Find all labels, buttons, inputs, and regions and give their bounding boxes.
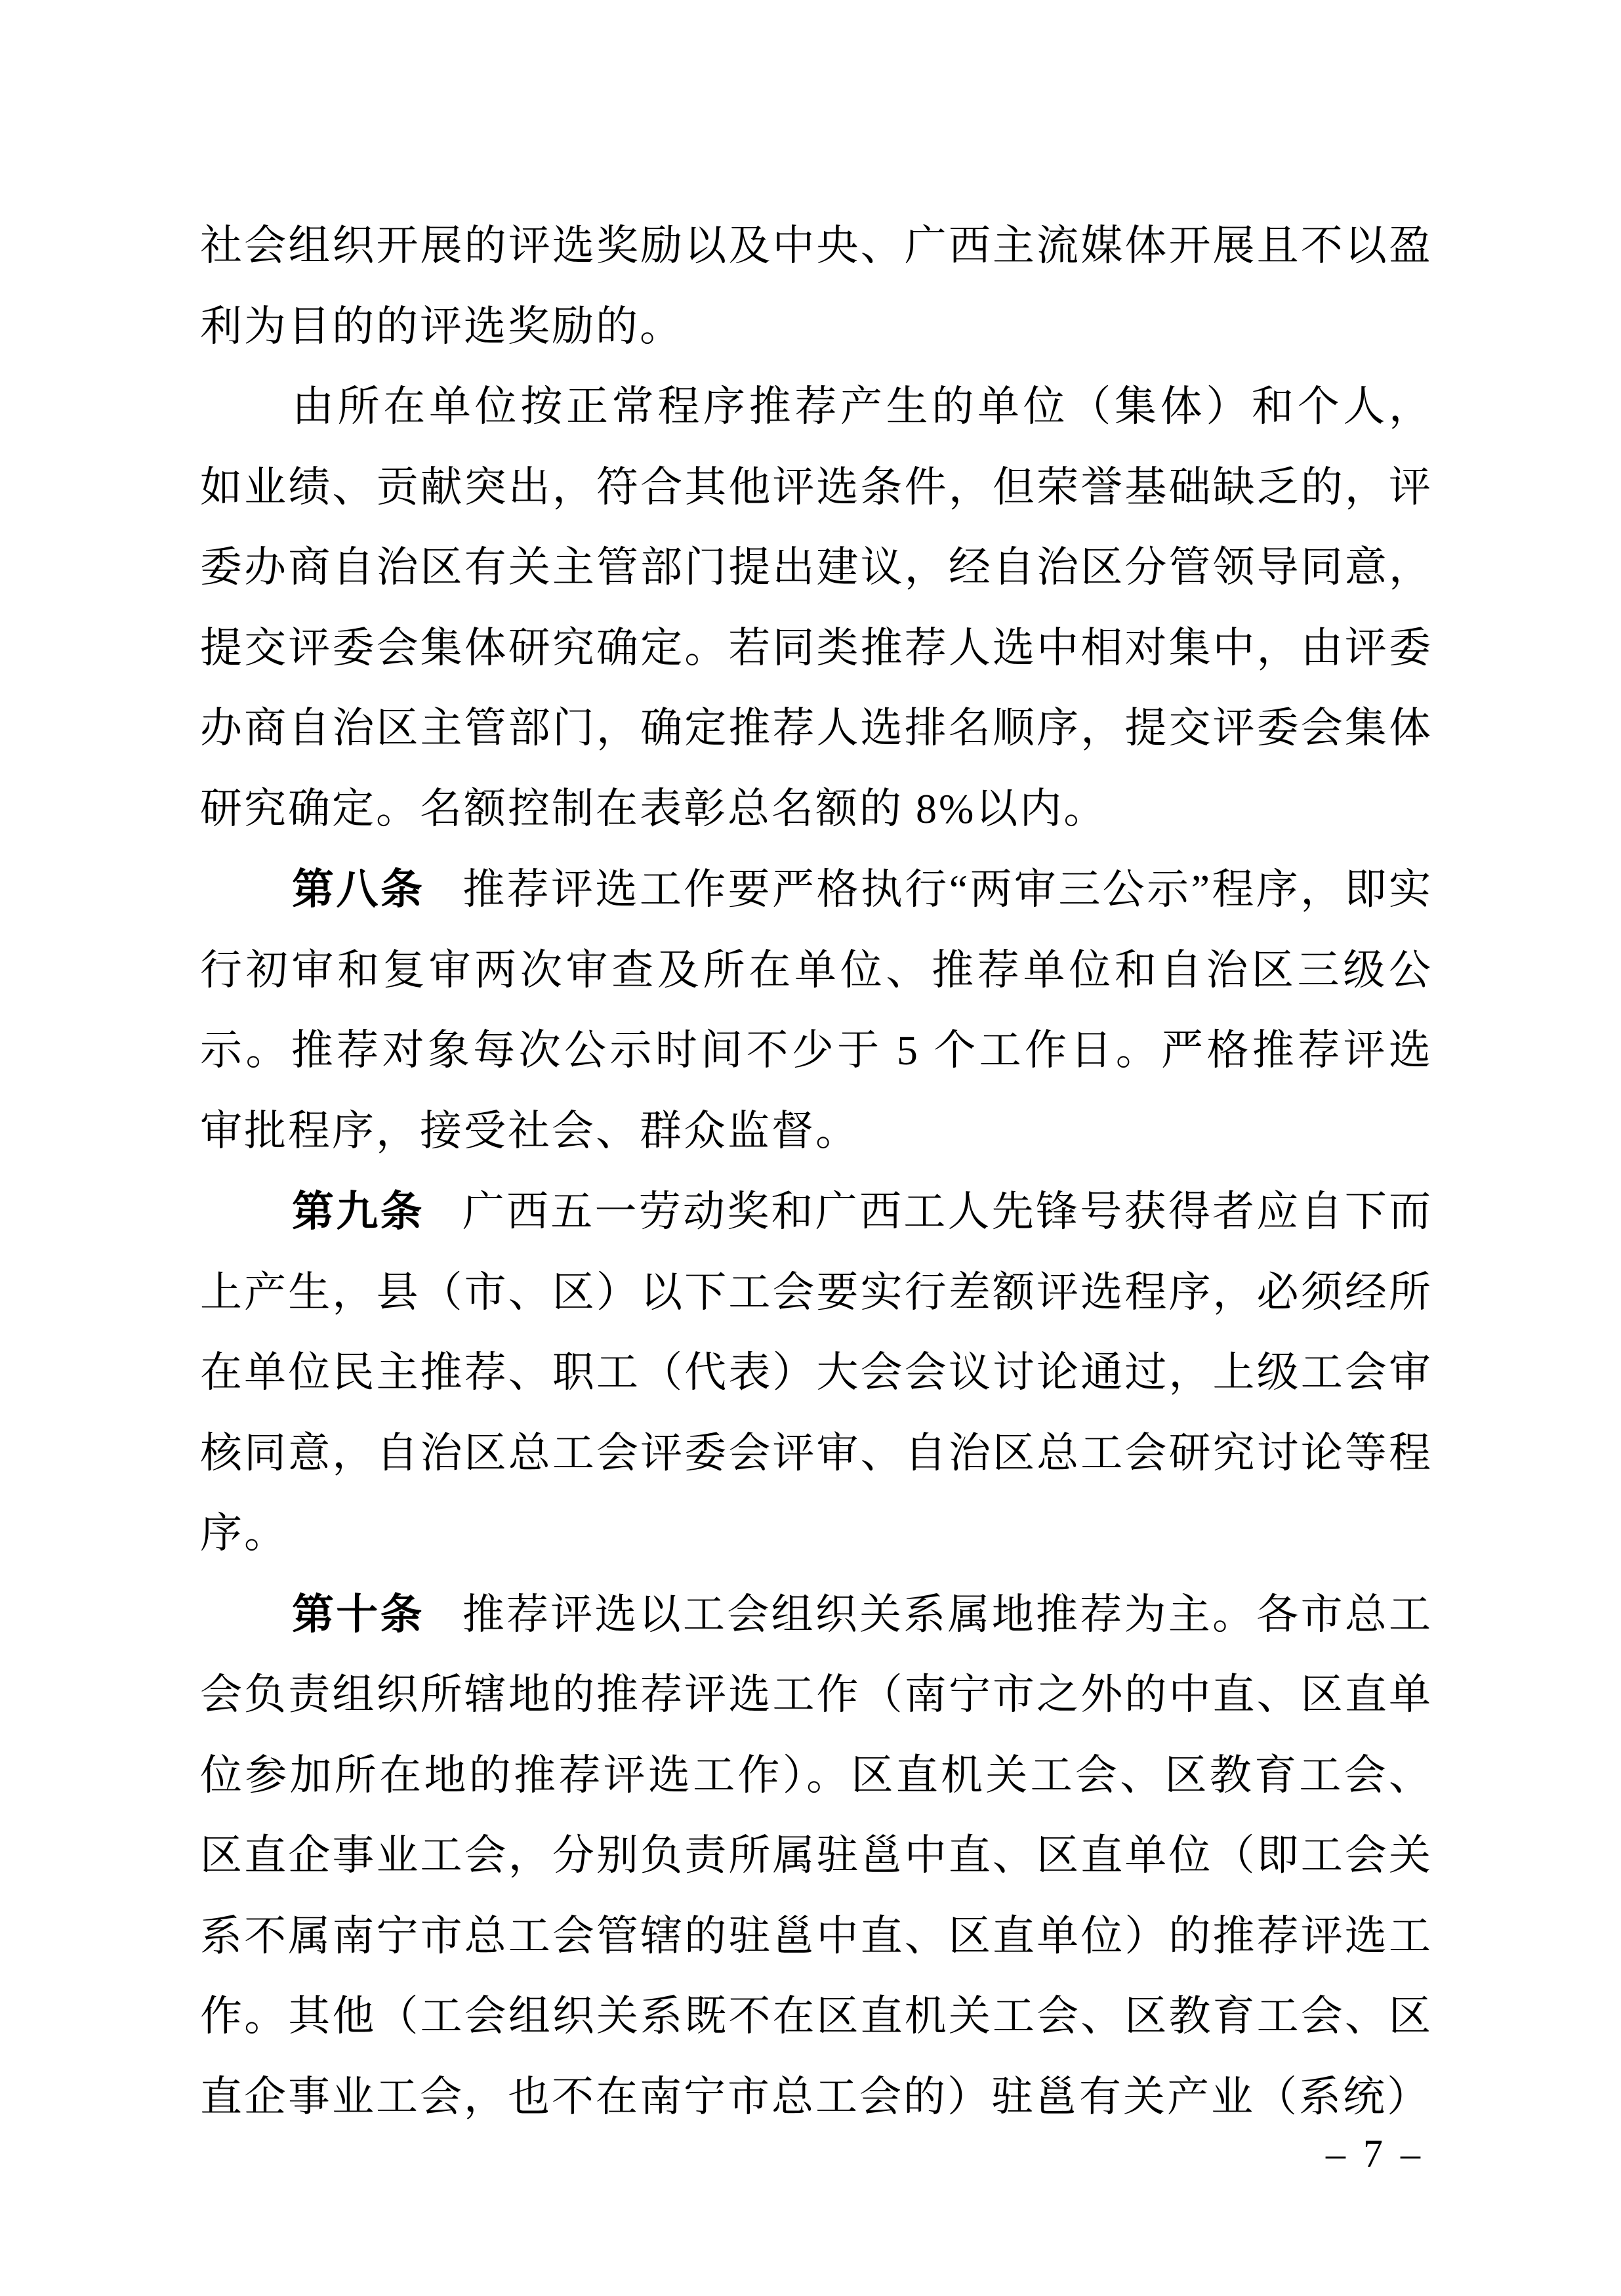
body-paragraph bbox=[200, 1574, 1433, 2138]
page-number: – 7 – bbox=[1326, 2132, 1424, 2175]
document-body bbox=[200, 206, 1433, 2137]
paragraph-text: 推荐评选以工会组织关系属地推荐为主。各市总工会负责组织所辖地的推荐评选工作（南宁市之外的中直、区直单位参加所在地的推荐评选工作）。区直机关工会、区教育工会、区直企事业工会，分别负责所属驻邕中直、区直单位（即工会关系不属南宁市总工会管辖的驻邕中直、区直单位）的推荐评选工作。其他（工会组织关系既不在区直机关工会、区教育工会、区直企事业工会，也不在南宁市总工会的）驻邕有关产业（系统） bbox=[200, 1591, 1433, 2120]
body-paragraph bbox=[200, 1171, 1433, 1574]
body-paragraph bbox=[200, 367, 1433, 849]
body-paragraph bbox=[200, 206, 1433, 367]
article-number-label: 第十条 bbox=[292, 1590, 424, 1638]
paragraph-text: 推荐评选工作要严格执行“两审三公示”程序，即实行初审和复审两次审查及所在单位、推荐单位和自治区三级公示。推荐对象每次公示时间不少于 5 个工作日。严格推荐评选审批程序，接受社会、群众监督。 bbox=[200, 866, 1433, 1154]
paragraph-text: 广西五一劳动奖和广西工人先锋号获得者应自下而上产生，县（市、区）以下工会要实行差额评选程序，必须经所在单位民主推荐、职工（代表）大会会议讨论通过，上级工会审核同意，自治区总工会评委会评审、自治区总工会研究讨论等程序。 bbox=[200, 1188, 1433, 1556]
body-paragraph bbox=[200, 849, 1433, 1171]
paragraph-text: 由所在单位按正常程序推荐产生的单位（集体）和个人，如业绩、贡献突出，符合其他评选条件，但荣誉基础缺乏的，评委办商自治区有关主管部门提出建议，经自治区分管领导同意，提交评委会集体研究确定。若同类推荐人选中相对集中，由评委办商自治区主管部门，确定推荐人选排名顺序，提交评委会集体研究确定。名额控制在表彰总名额的 8%以内。 bbox=[200, 383, 1433, 832]
paragraph-text: 社会组织开展的评选奖励以及中央、广西主流媒体开展且不以盈利为目的的评选奖励的。 bbox=[200, 222, 1433, 350]
article-number-label: 第九条 bbox=[292, 1188, 424, 1235]
article-number-label: 第八条 bbox=[292, 866, 425, 913]
